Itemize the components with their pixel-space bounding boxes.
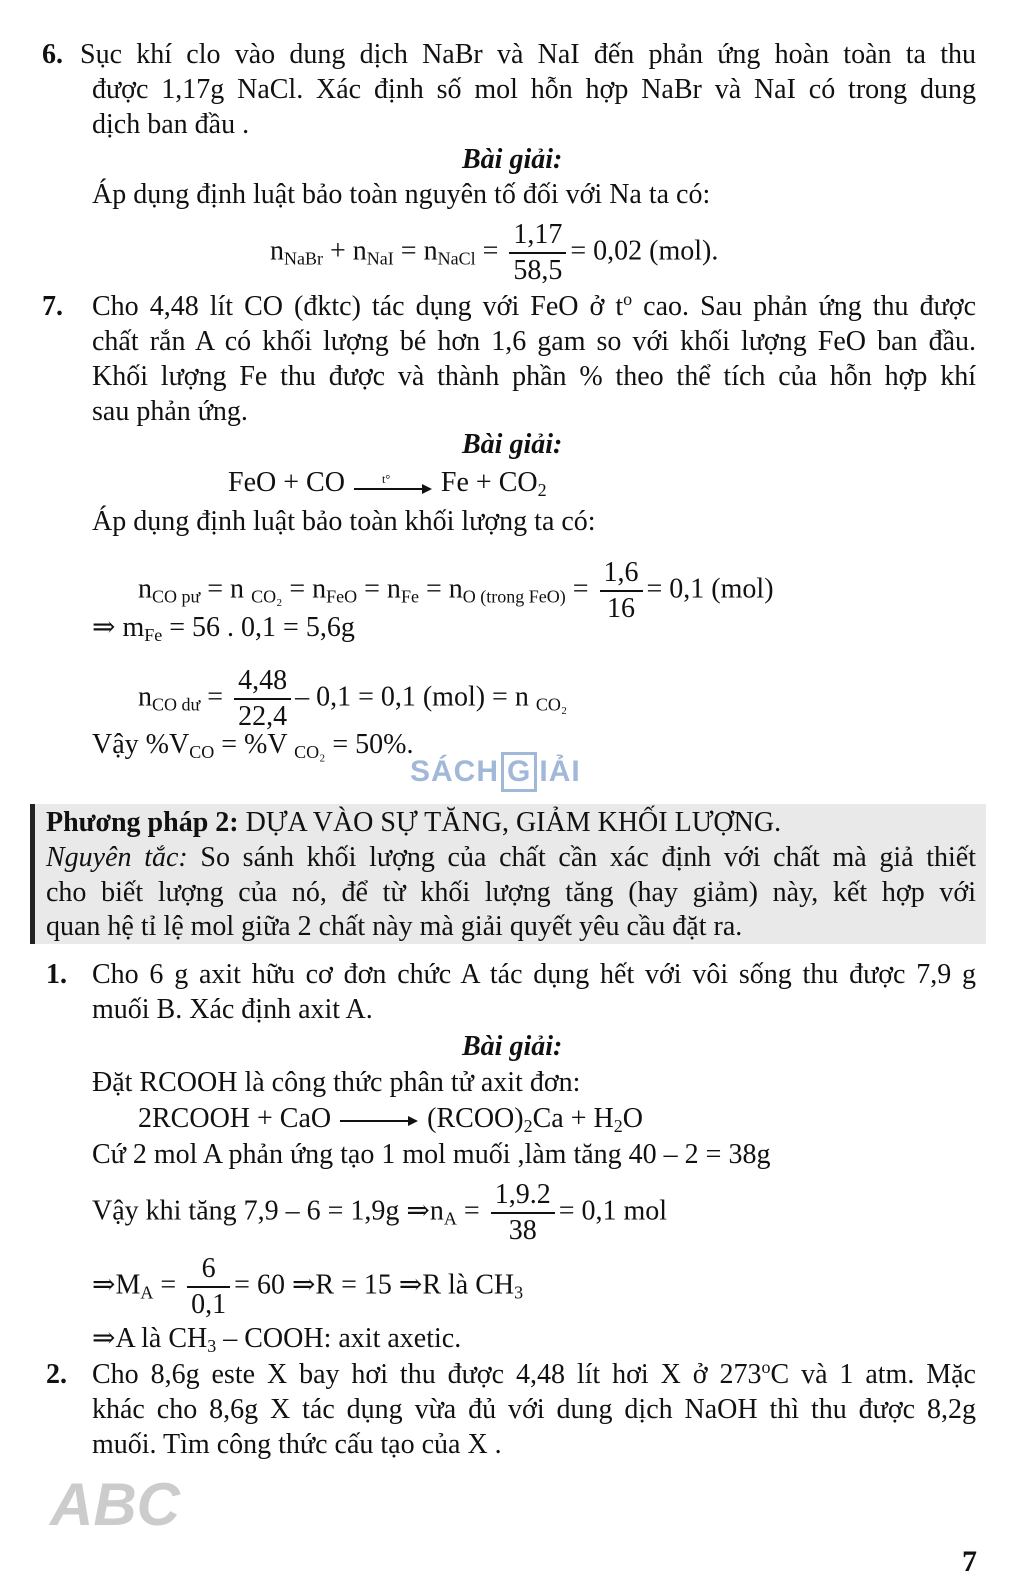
equation: $\Rightarrow M_A$ = $\frac{6}{0,1}$ = 60 ⇒R = 15 ⇒R là $CH_3$ — [92, 1253, 524, 1320]
question-number: 1. — [46, 959, 67, 990]
question-text: muối B. Xác định axit A. — [92, 994, 373, 1025]
solution-heading: Bài giải: — [462, 429, 563, 460]
question-text: Cho 8,6g este X bay hơi thu được 4,48 lít hơi X ở 273$^o$C và 1 atm. Mặc — [92, 1357, 976, 1390]
watermark-logo: SÁCH G IẢI — [410, 752, 581, 792]
question-text: Cho 4,48 lít CO (đktc) tác dụng với FeO ở $t^o$ cao. Sau phản ứng thu được — [92, 289, 976, 322]
question-text: Sục khí clo vào dung dịch NaBr và NaI đến phản ứng hoàn toàn ta thu — [80, 39, 976, 70]
page-number: 7 — [962, 1545, 977, 1578]
method-title: Phương pháp 2: DỰA VÀO SỰ TĂNG, GIẢM KHỐI LƯỢNG. — [46, 807, 782, 838]
method-principle: quan hệ tỉ lệ mol giữa 2 chất này mà giải quyết yêu cầu đặt ra. — [46, 911, 743, 942]
question-text: Khối lượng Fe thu được và thành phần % theo thể tích của hỗn hợp khí — [92, 361, 976, 392]
question-text: Cho 6 g axit hữu cơ đơn chức A tác dụng hết với vôi sống thu được 7,9 g — [92, 959, 976, 990]
reaction-equation: 2RCOOH + CaO $(RCOO)_2Ca + H_2O$ — [138, 1103, 643, 1136]
arrow-icon — [352, 475, 434, 495]
method-box-border — [30, 804, 35, 944]
solution-text: Cứ 2 mol A phản ứng tạo 1 mol muối ,làm tăng 40 – 2 = 38g — [92, 1139, 771, 1170]
arrow-icon — [338, 1111, 420, 1131]
question-text: dịch ban đầu . — [92, 109, 250, 140]
solution-heading: Bài giải: — [462, 144, 563, 175]
question-text: chất rắn A có khối lượng bé hơn 1,6 gam so với khối lượng FeO ban đầu. — [92, 326, 976, 357]
question-text: được 1,17g NaCl. Xác định số mol hỗn hợp NaBr và NaI có trong dung — [92, 74, 976, 105]
equation: $n_{NaBr} + n_{NaI} = n_{NaCl}$ = $\frac{1,17}{58,5}$ = 0,02 (mol). — [270, 219, 719, 286]
fraction: $\frac{1,6}{16}$ — [600, 556, 643, 626]
solution-text: Áp dụng định luật bảo toàn khối lượng ta có: — [92, 506, 596, 537]
svg-text:t°: t° — [381, 474, 391, 486]
fraction: $\frac{6}{0,1}$ — [187, 1252, 230, 1322]
fraction: $\frac{4,48}{22,4}$ — [234, 664, 291, 734]
reaction-equation: FeO + CO t° $Fe + CO_2$ — [228, 467, 547, 500]
equation: ⇒ $m_{Fe} = 56$ . 0,1 = 5,6g — [92, 612, 355, 645]
equation: Vậy $\%V_{CO} = \%V$ $_{CO_2}$ = 50%. — [92, 729, 414, 762]
solution-text: Áp dụng định luật bảo toàn nguyên tố đối với Na ta có: — [92, 179, 711, 210]
question-number: 7. — [42, 291, 63, 322]
equation: $n_{CO dư}$ = $\frac{4,48}{22,4}$ – 0,1 = 0,1 (mol) = n $_{CO_2}$ — [138, 665, 568, 732]
question-text: sau phản ứng. — [92, 396, 248, 427]
question-number: 6. — [42, 39, 63, 70]
fraction: $\frac{1,9.2}{38}$ — [491, 1178, 555, 1248]
equation: ⇒A là $CH_3$ – COOH: axit axetic. — [92, 1323, 462, 1356]
equation: Vậy khi tăng 7,9 – 6 = 1,9g $\Rightarrow n_A$ = $\frac{1,9.2}{38}$ = 0,1 mol — [92, 1179, 668, 1246]
solution-heading: Bài giải: — [462, 1031, 563, 1062]
publisher-stamp: ABC — [50, 1471, 180, 1538]
question-text: muối. Tìm công thức cấu tạo của X . — [92, 1429, 502, 1460]
question-number: 2. — [46, 1359, 67, 1390]
solution-text: Đặt RCOOH là công thức phân tử axit đơn: — [92, 1067, 581, 1098]
equation: $n_{CO pư} = n$ $_{CO_2} = n_{FeO} = n_{Fe} = n_{O (trong FeO)}$ = $\frac{1,6}{16}$ = 0,1 (mol) — [138, 557, 774, 624]
method-principle: Nguyên tắc: So sánh khối lượng của chất cần xác định với chất mà giả thiết — [46, 842, 977, 873]
question-text: khác cho 8,6g X tác dụng vừa đủ với dung dịch NaOH thì thu được 8,2g — [92, 1394, 976, 1425]
fraction: $\frac{1,17}{58,5}$ — [509, 218, 566, 288]
method-principle: cho biết lượng của nó, để từ khối lượng tăng (hay giảm) này, kết hợp với — [46, 877, 976, 908]
